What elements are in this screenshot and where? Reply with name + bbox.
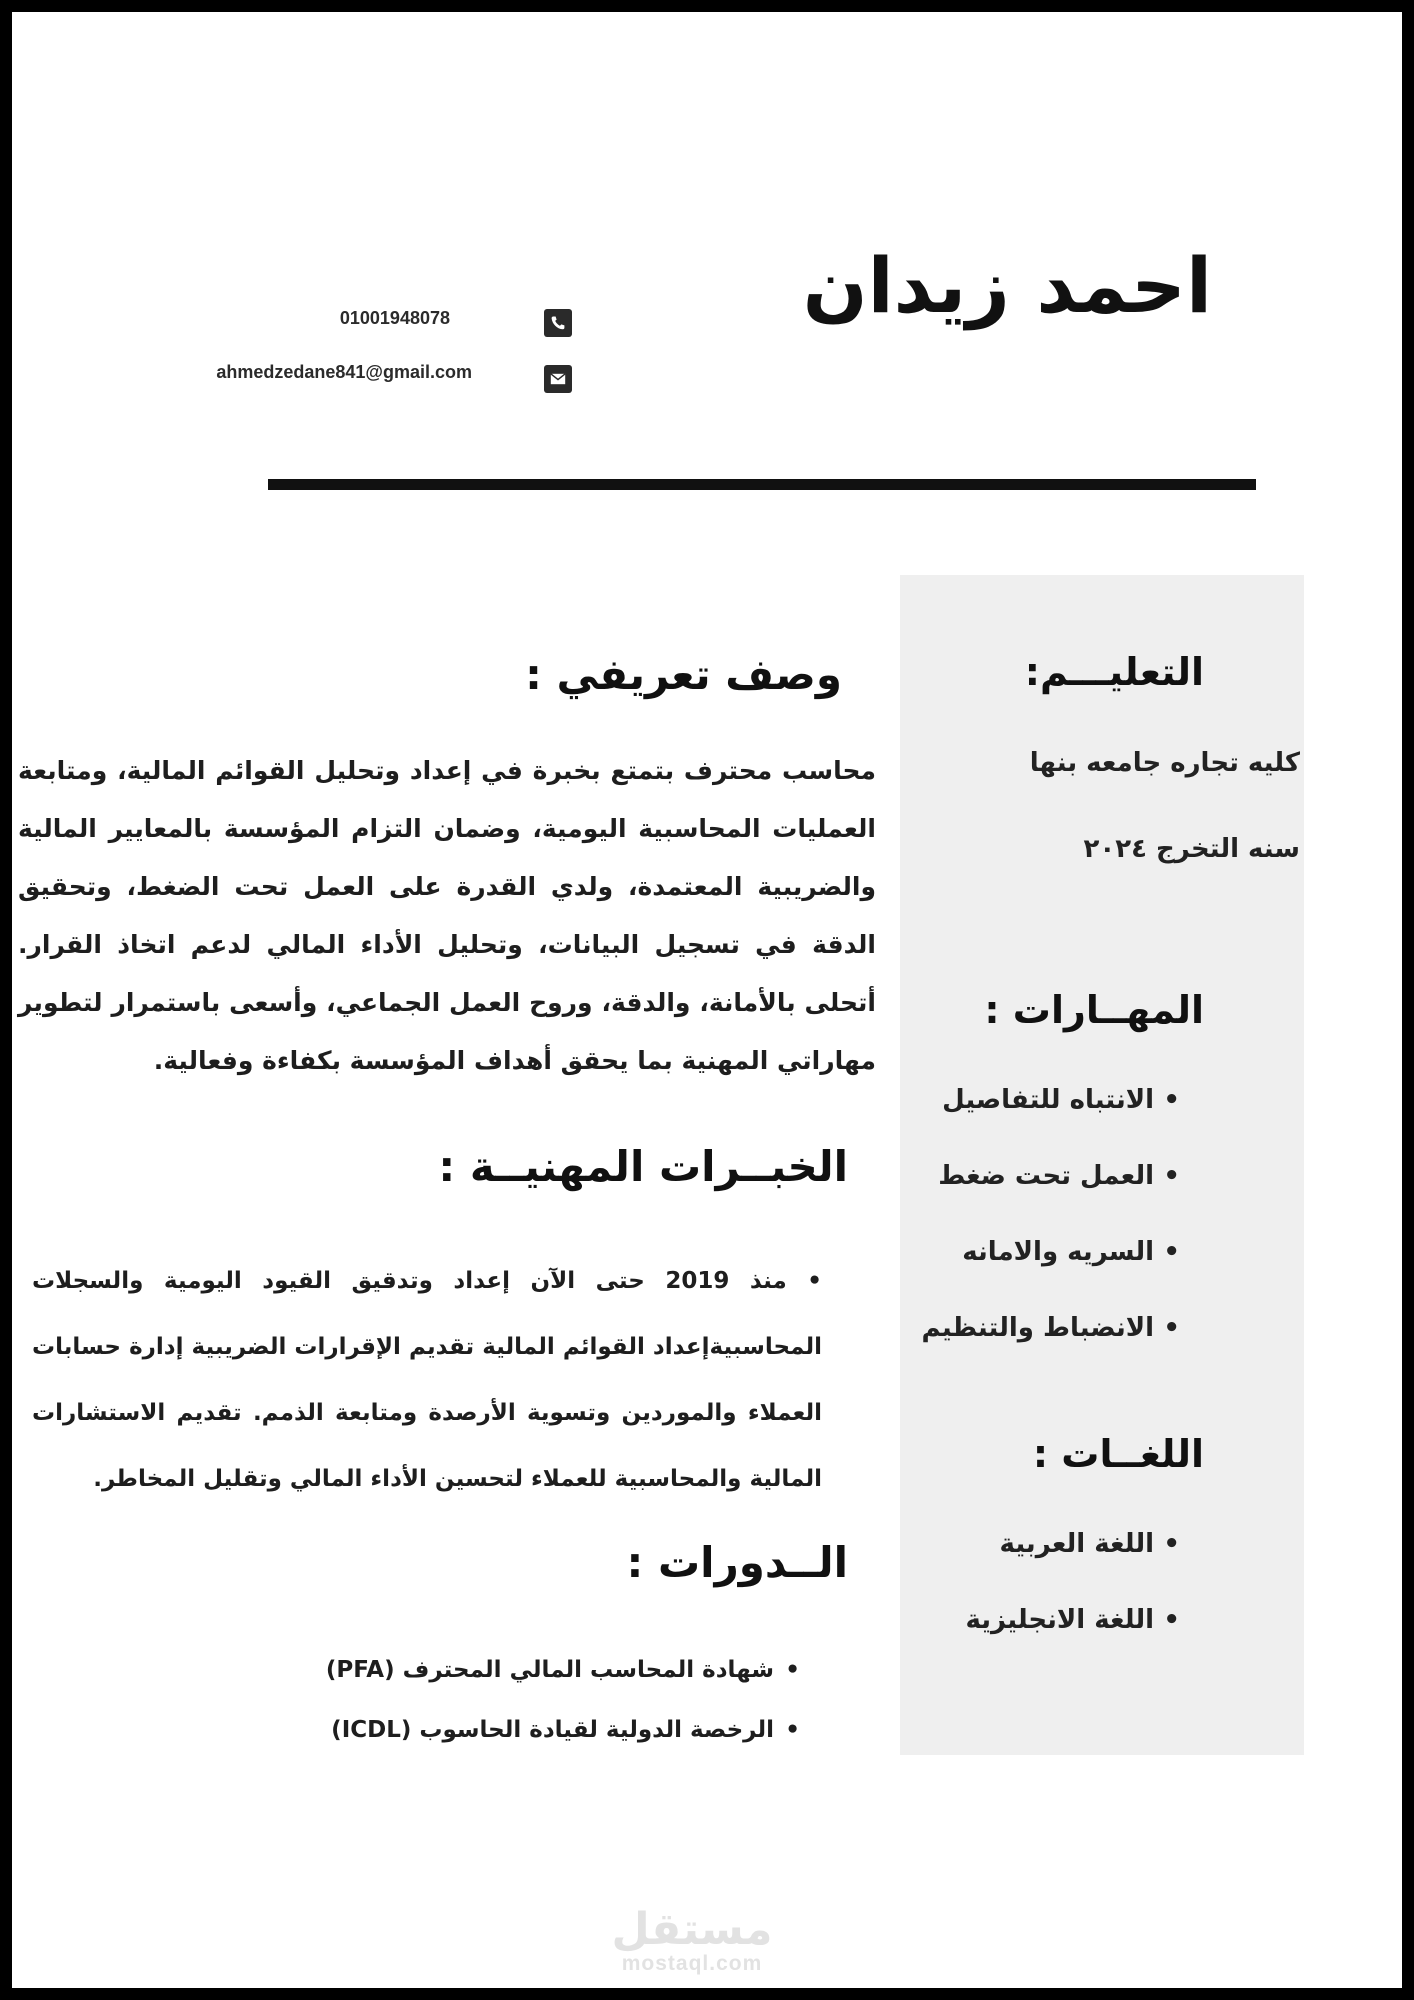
header-divider <box>268 479 1256 490</box>
education-college: كليه تجاره جامعه بنها <box>1029 748 1300 778</box>
bullet-icon: • <box>786 1268 823 1294</box>
course-item: • الرخصة الدولية لقيادة الحاسوب (ICDL) <box>326 1700 774 1760</box>
skill-item: • الانضباط والتنظيم <box>922 1313 1154 1389</box>
course-item: • شهادة المحاسب المالي المحترف (PFA) <box>326 1640 774 1700</box>
profile-title: وصف تعريفي : <box>525 650 842 699</box>
skills-list <box>922 1085 1154 1389</box>
skills-title: المهــارات : <box>984 988 1204 1032</box>
envelope-icon <box>544 365 572 393</box>
experience-title: الخبــرات المهنيــة : <box>438 1142 848 1191</box>
courses-title: الــدورات : <box>626 1538 848 1587</box>
watermark <box>592 1904 792 1976</box>
resume-page <box>12 12 1402 1988</box>
education-title: التعليـــم: <box>1024 650 1204 694</box>
watermark-logo: مستقل <box>611 1904 773 1955</box>
language-item: • اللغة العربية <box>966 1529 1155 1605</box>
phone-number: 01001948078 <box>339 308 450 328</box>
phone-icon <box>544 309 572 337</box>
skill-item: • السريه والامانه <box>922 1237 1154 1313</box>
languages-list <box>966 1529 1155 1681</box>
email-address: ahmedzedane841@gmail.com <box>216 362 472 382</box>
watermark-url: mostaql.com <box>621 1952 763 1975</box>
candidate-name: احمد زيدان <box>802 241 1212 330</box>
experience-entry <box>32 1248 822 1512</box>
experience-text: منذ 2019 حتى الآن إعداد وتدقيق القيود اليومية والسجلات المحاسبيةإعداد القوائم المالية تقديم الإقرارات الضريبية إدارة حسابات العملاء والموردين وتسوية الأرصدة ومتابعة الذمم. تقديم الاستشارات المالية والمحاسبية للعملاء لتحسين الأداء المالي وتقليل المخاطر. <box>32 1268 822 1492</box>
profile-text: محاسب محترف بتمتع بخبرة في إعداد وتحليل القوائم المالية، ومتابعة العمليات المحاسبية اليومية، وضمان التزام المؤسسة بالمعايير المالية والضريبية المعتمدة، ولدي القدرة على العمل تحت الضغط، وتحقيق الدقة في تسجيل البيانات، وتحليل الأداء المالي لدعم اتخاذ القرار. أتحلى بالأمانة، والدقة، وروح العمل الجماعي، وأسعى باستمرار لتطوير مهاراتي المهنية بما يحقق أهداف المؤسسة بكفاءة وفعالية. <box>18 756 876 1075</box>
education-graduation-year: سنه التخرج ٢٠٢٤ <box>1083 834 1300 864</box>
courses-list <box>326 1640 774 1760</box>
skill-item: • الانتباه للتفاصيل <box>922 1085 1154 1161</box>
languages-title: اللغــات : <box>1032 1432 1204 1476</box>
language-item: • اللغة الانجليزية <box>966 1605 1155 1681</box>
skill-item: • العمل تحت ضغط <box>922 1161 1154 1237</box>
